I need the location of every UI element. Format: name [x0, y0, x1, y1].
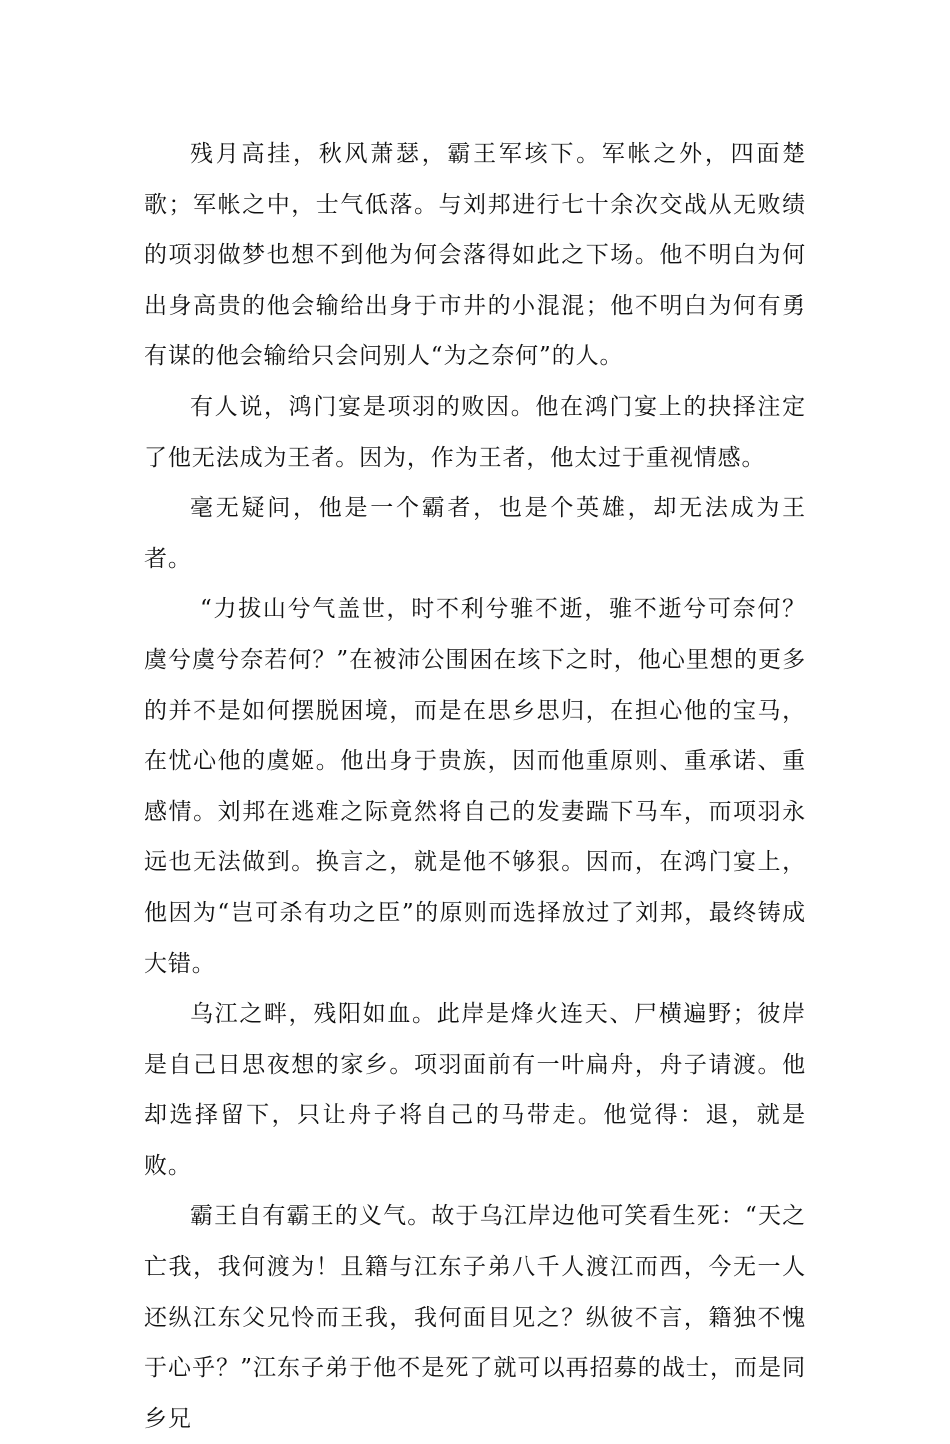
- paragraph-5: 乌江之畔，残阳如血。此岸是烽火连天、尸横遍野；彼岸是自己日思夜想的家乡。项羽面前有一叶扁舟，舟子请渡。他却选择留下，只让舟子将自己的马带走。他觉得：退，就是败。: [144, 1001, 806, 1179]
- document-body: [144, 129, 806, 1444]
- paragraph-4: “力拔山兮气盖世，时不利兮骓不逝，骓不逝兮可奈何？虞兮虞兮奈若何？”在被沛公围困在垓下之时，他心里想的更多的并不是如何摆脱困境，而是在思乡思归，在担心他的宝马，在忧心他的虞姬。他出身于贵族，因而他重原则、重承诺、重感情。刘邦在逃难之际竟然将自己的发妻踹下马车，而项羽永远也无法做到。换言之，就是他不够狠。因而，在鸿门宴上，他因为“岂可杀有功之臣”的原则而选择放过了刘邦，最终铸成大错。: [144, 596, 806, 977]
- paragraph-2: 有人说，鸿门宴是项羽的败因。他在鸿门宴上的抉择注定了他无法成为王者。因为，作为王者，他太过于重视情感。: [144, 393, 806, 471]
- paragraph-6: 霸王自有霸王的义气。故于乌江岸边他可笑看生死：“天之亡我，我何渡为！且籍与江东子弟八千人渡江而西，今无一人还纵江东父兄怜而王我，我何面目见之？纵彼不言，籍独不愧于心乎？”江东子弟于他不是死了就可以再招募的战士，而是同乡兄: [144, 1203, 806, 1432]
- paragraph-3: 毫无疑问，他是一个霸者，也是个英雄，却无法成为王者。: [144, 495, 806, 572]
- paragraph-1: 残月高挂，秋风萧瑟，霸王军垓下。军帐之外，四面楚歌；军帐之中，士气低落。与刘邦进行七十余次交战从无败绩的项羽做梦也想不到他为何会落得如此之下场。他不明白为何出身高贵的他会输给出身于市井的小混混；他不明白为何有勇有谋的他会输给只会问别人“为之奈何”的人。: [144, 141, 806, 370]
